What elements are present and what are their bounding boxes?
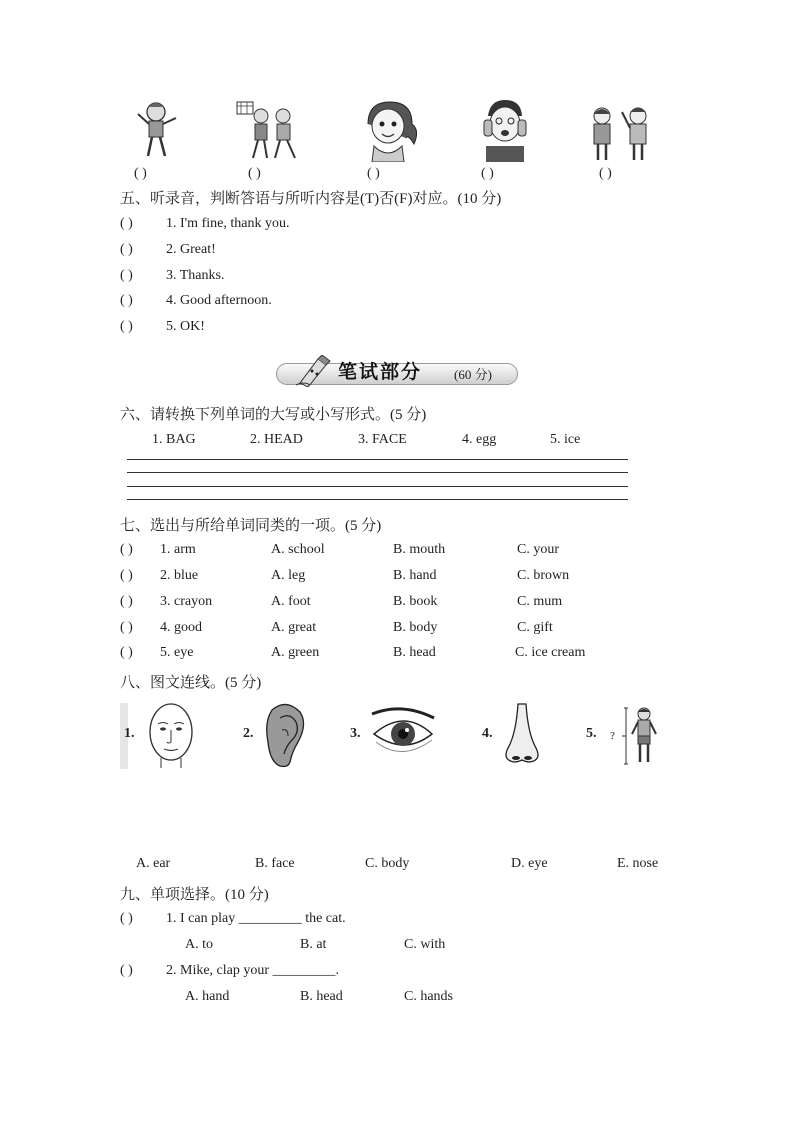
writing-line[interactable] <box>127 472 628 473</box>
option-a: A. foot <box>271 594 311 609</box>
option-b: B. head <box>393 645 436 660</box>
section8-heading: 八、图文连线。(5 分) <box>120 675 262 691</box>
listening-item: 1. I'm fine, thank you. <box>166 216 290 231</box>
option-c: C. brown <box>517 568 570 583</box>
word-item: 3. FACE <box>358 432 407 447</box>
option-c: C. with <box>404 937 446 952</box>
option-c: C. hands <box>404 989 453 1004</box>
listening-item: 3. Thanks. <box>166 268 225 283</box>
body-icon[interactable] <box>620 704 664 766</box>
children-walking-to-school-icon <box>235 98 303 162</box>
face-icon[interactable] <box>144 700 198 768</box>
question-mark: ? <box>610 730 615 742</box>
girl-smiling-icon <box>358 98 422 162</box>
answer-bracket[interactable]: ( ) <box>120 319 133 334</box>
answer-bracket[interactable]: ( ) <box>367 166 380 181</box>
option-b: B. head <box>300 989 343 1004</box>
section9-heading: 九、单项选择。(10 分) <box>120 887 269 903</box>
nose-icon[interactable] <box>504 702 540 766</box>
answer-bracket[interactable]: ( ) <box>120 911 133 926</box>
answer-bracket[interactable]: ( ) <box>134 166 147 181</box>
given-word: 1. arm <box>160 542 196 557</box>
answer-bracket[interactable]: ( ) <box>120 542 133 557</box>
option-c: C. ice cream <box>515 645 586 660</box>
option-b: B. at <box>300 937 327 952</box>
option-label: D. eye <box>511 856 548 871</box>
picture-number: 1. <box>124 726 135 741</box>
option-label: C. body <box>365 856 410 871</box>
option-label: A. ear <box>136 856 171 871</box>
section7-heading: 七、选出与所给单词同类的一项。(5 分) <box>120 518 382 534</box>
answer-bracket[interactable]: ( ) <box>120 293 133 308</box>
question-text: 1. I can play _________ the cat. <box>166 911 346 926</box>
picture-number: 4. <box>482 726 493 741</box>
option-c: C. mum <box>517 594 563 609</box>
pencil-mascot-icon <box>292 355 332 387</box>
picture-number: 3. <box>350 726 361 741</box>
option-b: B. mouth <box>393 542 446 557</box>
answer-bracket[interactable]: ( ) <box>120 963 133 978</box>
word-item: 2. HEAD <box>250 432 303 447</box>
section6-heading: 六、请转换下列单词的大写或小写形式。(5 分) <box>120 407 427 423</box>
option-a: A. to <box>185 937 213 952</box>
given-word: 3. crayon <box>160 594 213 609</box>
answer-bracket[interactable]: ( ) <box>120 620 133 635</box>
answer-bracket[interactable]: ( ) <box>120 568 133 583</box>
option-label: E. nose <box>617 856 659 871</box>
listening-item: 2. Great! <box>166 242 216 257</box>
given-word: 4. good <box>160 620 202 635</box>
option-a: A. hand <box>185 989 230 1004</box>
option-b: B. body <box>393 620 438 635</box>
word-item: 4. egg <box>462 432 497 447</box>
boy-surprised-icon <box>480 98 530 162</box>
writing-line[interactable] <box>127 499 628 500</box>
answer-bracket[interactable]: ( ) <box>481 166 494 181</box>
picture-number: 5. <box>586 726 597 741</box>
option-c: C. gift <box>517 620 553 635</box>
word-item: 5. ice <box>550 432 581 447</box>
word-item: 1. BAG <box>152 432 196 447</box>
given-word: 2. blue <box>160 568 199 583</box>
option-a: A. school <box>271 542 325 557</box>
answer-bracket[interactable]: ( ) <box>120 645 133 660</box>
answer-bracket[interactable]: ( ) <box>120 216 133 231</box>
boy-waving-icon <box>132 98 182 162</box>
option-b: B. hand <box>393 568 437 583</box>
answer-bracket[interactable]: ( ) <box>120 242 133 257</box>
listening-item: 5. OK! <box>166 319 205 334</box>
given-word: 5. eye <box>160 645 194 660</box>
question-text: 2. Mike, clap your _________. <box>166 963 340 978</box>
section5-heading: 五、听录音，判断答语与所听内容是(T)否(F)对应。(10 分) <box>120 191 502 207</box>
option-label: B. face <box>255 856 295 871</box>
picture-number: 2. <box>243 726 254 741</box>
option-a: A. green <box>271 645 320 660</box>
option-c: C. your <box>517 542 559 557</box>
answer-bracket[interactable]: ( ) <box>599 166 612 181</box>
banner-score: (60 分) <box>454 367 492 382</box>
banner-title: 笔试部分 <box>338 361 423 383</box>
answer-bracket[interactable]: ( ) <box>120 268 133 283</box>
answer-bracket[interactable]: ( ) <box>248 166 261 181</box>
listening-item: 4. Good afternoon. <box>166 293 272 308</box>
option-a: A. leg <box>271 568 306 583</box>
written-section-banner <box>276 355 518 387</box>
writing-line[interactable] <box>127 486 628 487</box>
answer-bracket[interactable]: ( ) <box>120 594 133 609</box>
writing-line[interactable] <box>127 459 628 460</box>
option-b: B. book <box>393 594 438 609</box>
option-a: A. great <box>271 620 317 635</box>
eye-icon[interactable] <box>370 704 436 764</box>
two-children-greeting-icon <box>586 104 658 162</box>
ear-icon[interactable] <box>262 700 308 768</box>
